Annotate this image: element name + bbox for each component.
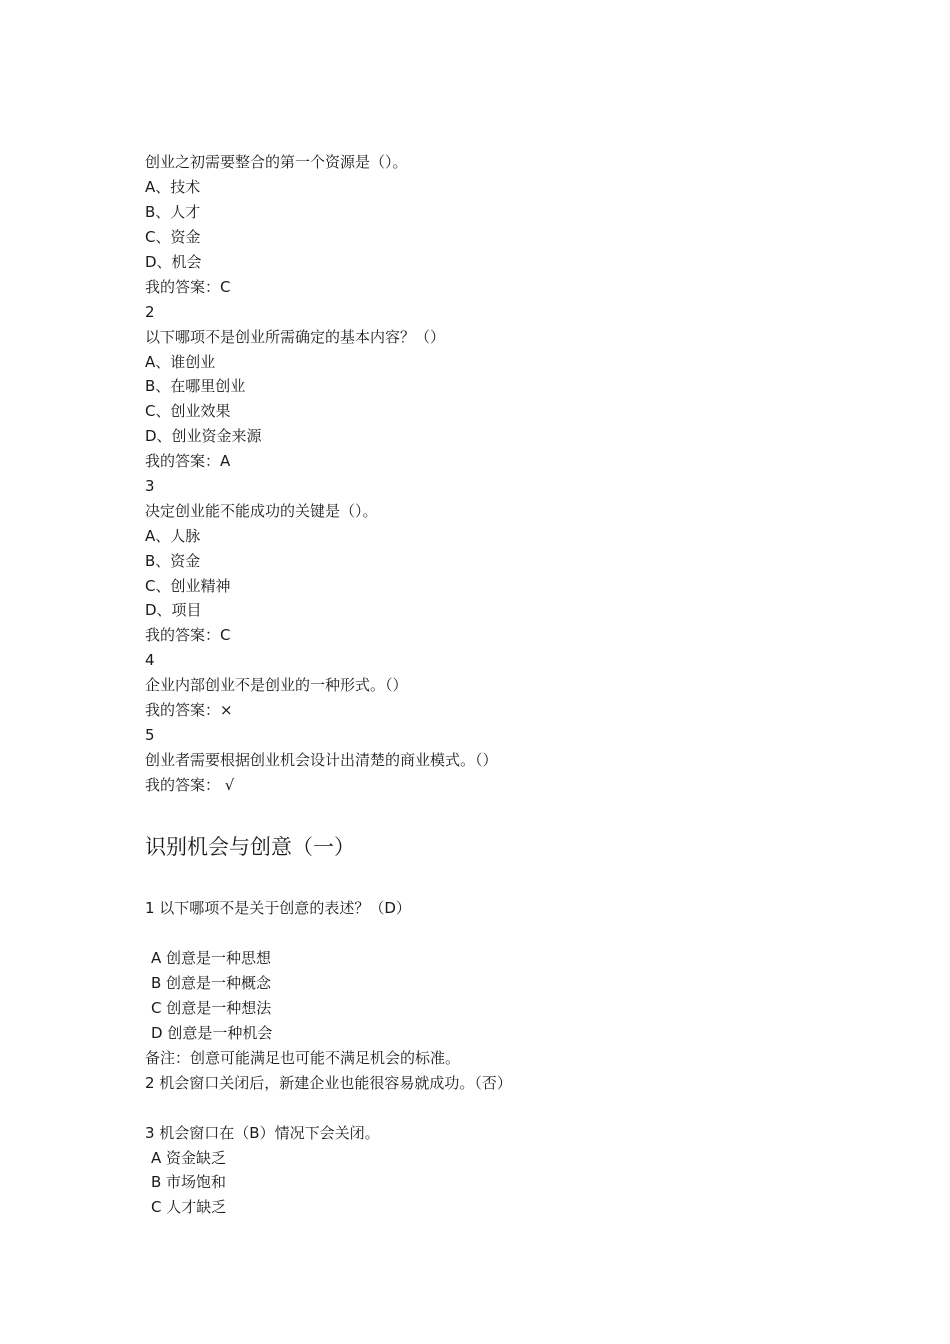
question-3-option-a: A、人脉 — [145, 527, 201, 545]
question-2-answer: 我的答案：A — [145, 452, 231, 470]
question-3-option-c: C、创业精神 — [145, 577, 231, 595]
s2-question-3-option-c: C 人才缺乏 — [151, 1198, 227, 1216]
s2-question-1-option-c: C 创意是一种想法 — [151, 999, 272, 1017]
question-3-option-d: D、项目 — [145, 601, 202, 619]
s2-question-1-option-d: D 创意是一种机会 — [151, 1024, 273, 1042]
question-2-option-c: C、创业效果 — [145, 402, 231, 420]
question-4-number: 4 — [145, 651, 155, 669]
question-5-answer: 我的答案： √ — [145, 776, 235, 794]
s2-question-1-option-a: A 创意是一种思想 — [151, 949, 272, 967]
question-1-option-c: C、资金 — [145, 228, 201, 246]
question-1-answer: 我的答案：C — [145, 278, 231, 296]
question-1-option-b: B、人才 — [145, 203, 201, 221]
s2-question-3-option-a: A 资金缺乏 — [151, 1149, 227, 1167]
s2-question-1-option-b: B 创意是一种概念 — [151, 974, 272, 992]
question-2-option-a: A、谁创业 — [145, 353, 216, 371]
s2-question-3-text: 3 机会窗口在（B）情况下会关闭。 — [145, 1124, 380, 1142]
question-2-number: 2 — [145, 303, 155, 321]
s2-question-2-text: 2 机会窗口关闭后，新建企业也能很容易就成功。（否） — [145, 1074, 512, 1092]
question-1-text: 创业之初需要整合的第一个资源是（）。 — [145, 153, 408, 171]
s2-question-3-option-b: B 市场饱和 — [151, 1173, 227, 1191]
question-5-number: 5 — [145, 726, 155, 744]
question-4-text: 企业内部创业不是创业的一种形式。（） — [145, 676, 408, 694]
question-4-answer: 我的答案：× — [145, 701, 233, 719]
question-1-option-d: D、机会 — [145, 253, 202, 271]
s2-question-1-note: 备注：创意可能满足也可能不满足机会的标准。 — [145, 1049, 461, 1067]
question-5-text: 创业者需要根据创业机会设计出清楚的商业模式。（） — [145, 751, 498, 769]
question-2-option-b: B、在哪里创业 — [145, 377, 246, 395]
question-3-option-b: B、资金 — [145, 552, 201, 570]
question-3-text: 决定创业能不能成功的关键是（）。 — [145, 502, 378, 520]
question-2-option-d: D、创业资金来源 — [145, 427, 262, 445]
question-2-text: 以下哪项不是创业所需确定的基本内容？（） — [145, 328, 446, 346]
question-3-answer: 我的答案：C — [145, 626, 231, 644]
s2-question-1-text: 1 以下哪项不是关于创意的表述？（D） — [145, 899, 411, 917]
question-3-number: 3 — [145, 477, 155, 495]
question-1-option-a: A、技术 — [145, 178, 201, 196]
section-heading: 识别机会与创意（一） — [145, 835, 355, 859]
